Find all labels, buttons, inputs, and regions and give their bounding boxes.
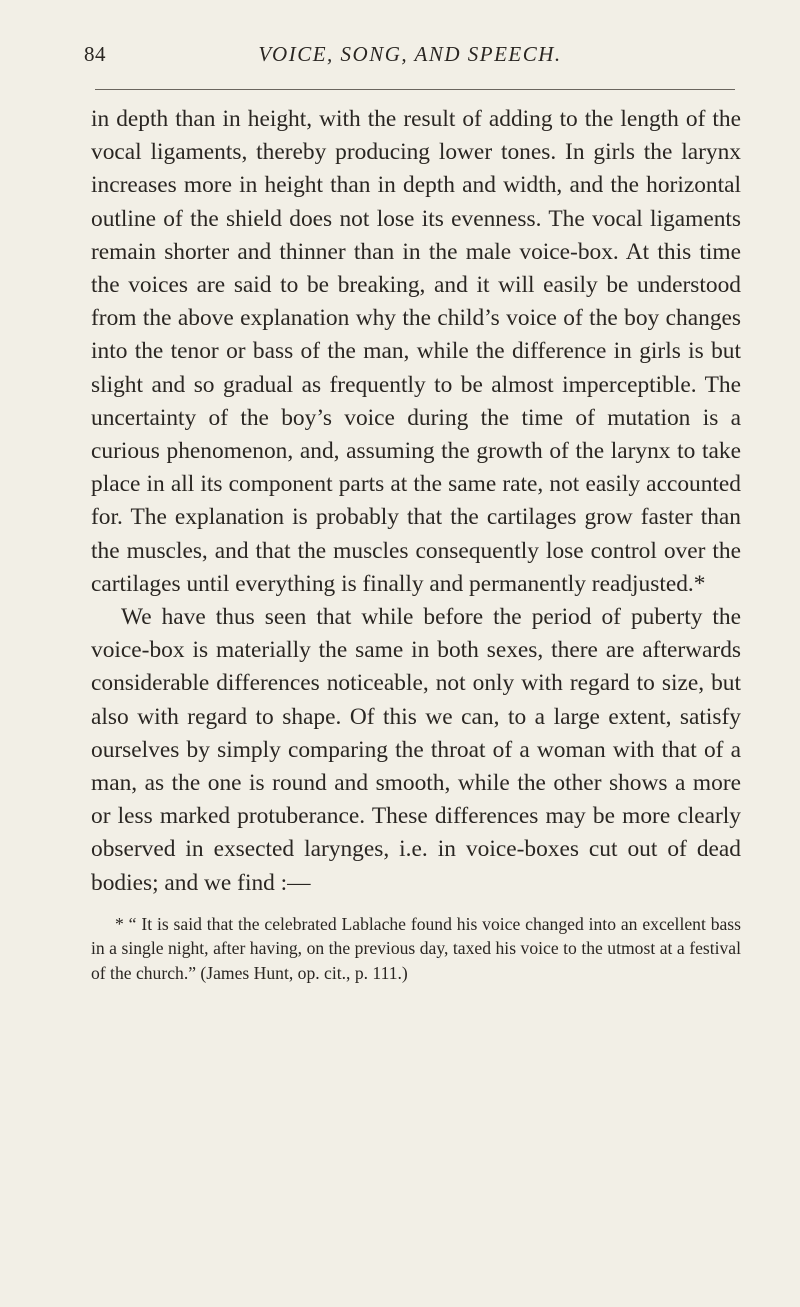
running-head bbox=[84, 42, 736, 76]
header-rule bbox=[95, 89, 735, 90]
paragraph-2: We have thus seen that while before the period of puberty the voice-box is materially the same in both sexes, there are afterwards considerable differences noticeable, not only with regard to size, but also with regard to shape. Of this we can, to a large extent, satisfy ourselves by simply comparing the throat of a woman with that of a man, as the one is round and smooth, while the other shows a more or less marked protuberance. These differences may be more clearly observed in exsected larynges, i.e. in voice-boxes cut out of dead bodies; and we find :— bbox=[91, 604, 741, 896]
paragraph-1: in depth than in height, with the result of adding to the length of the vocal ligaments, thereby producing lower tones. In girls the larynx increases more in height than in depth and width, and the horizontal outline of the shield does not lose its evenness. The vocal ligaments remain shorter and thinner than in the male voice-box. At this time the voices are said to be breaking, and it will easily be understood from the above explanation why the child’s voice of the boy changes into the tenor or bass of the man, while the difference in girls is but slight and so gradual as frequently to be almost imperceptible. The uncertainty of the boy’s voice during the time of mutation is a curious phenomenon, and, assuming the growth of the larynx to take place in all its component parts at the same rate, not easily accounted for. The explanation is probably that the cartilages grow faster than the muscles, and that the muscles consequently lose control over the cartilages until everything is finally and permanently readjusted.* bbox=[91, 106, 741, 597]
page-number: 84 bbox=[84, 42, 106, 66]
running-title: VOICE, SONG, AND SPEECH. bbox=[258, 42, 562, 66]
body-text bbox=[91, 103, 741, 986]
footnote: * “ It is said that the celebrated Lablache found his voice changed into an excellent bass in a single night, after having, on the previous day, taxed his voice to the utmost at a festival of the church.” (James Hunt, op. cit., p. 111.) bbox=[91, 913, 741, 984]
